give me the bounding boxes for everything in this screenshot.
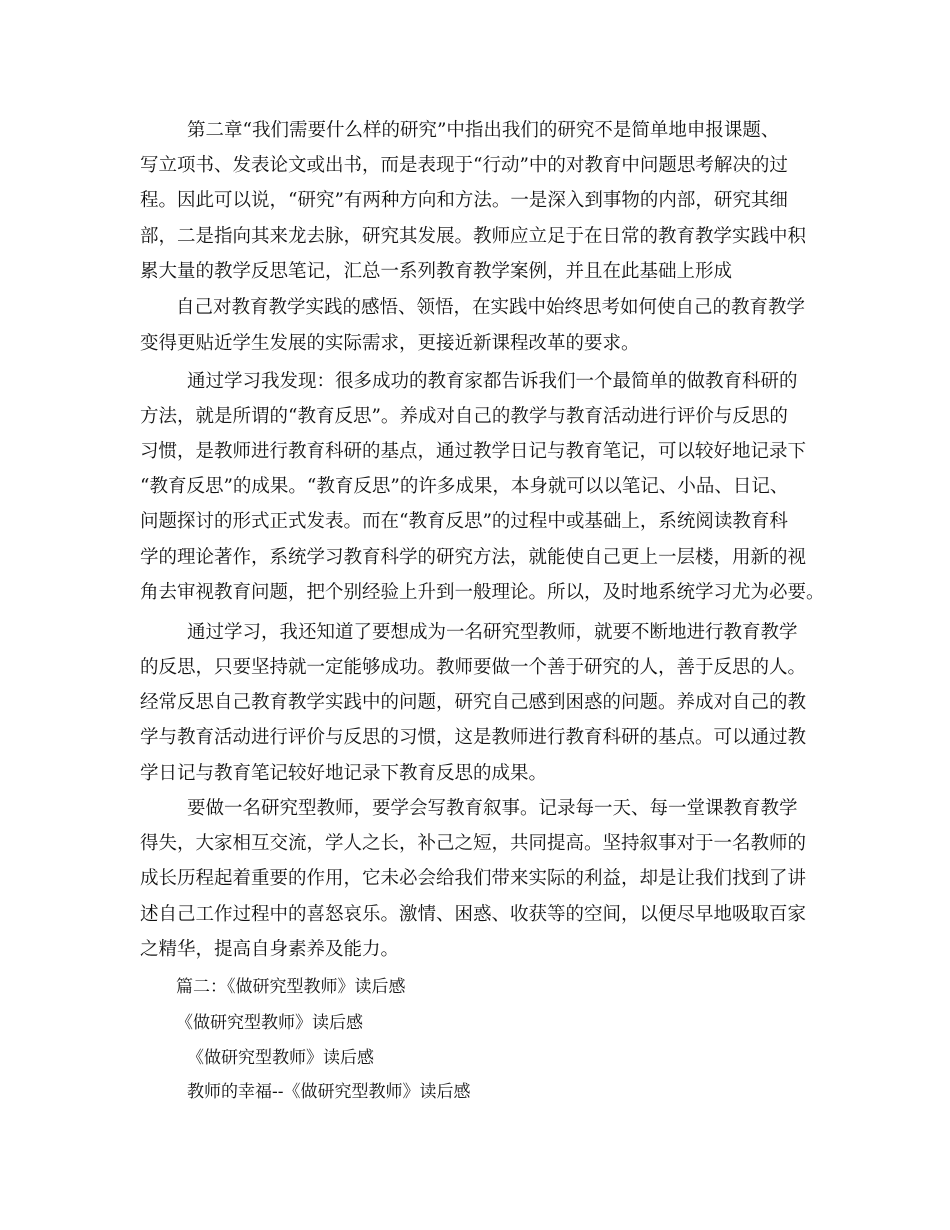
text-line: 经常反思自己教育教学实践中的问题，研究自己感到困惑的问题。养成对自己的教 bbox=[140, 692, 807, 713]
text-line: 学的理论著作，系统学习教育科学的研究方法，就能使自己更上一层楼，用新的视 bbox=[140, 547, 807, 568]
text-line: 学与教育活动进行评价与反思的习惯，这是教师进行教育科研的基点。可以通过教 bbox=[140, 727, 807, 748]
section-heading: 篇二：《做研究型教师》读后感 bbox=[176, 977, 406, 997]
text-line: 通过学习我发现：很多成功的教育家都告诉我们一个最简单的做教育科研的 bbox=[187, 371, 798, 392]
text-line: 学日记与教育笔记较好地记录下教育反思的成果。 bbox=[140, 763, 548, 784]
text-line: 第二章“我们需要什么样的研究”中指出我们的研究不是简单地申报课题、 bbox=[187, 120, 780, 141]
text-line: 习惯，是教师进行教育科研的基点，通过教学日记与教育笔记，可以较好地记录下 bbox=[140, 441, 807, 462]
text-line: 述自己工作过程中的喜怒哀乐。激情、困惑、收获等的空间，以便尽早地吸取百家 bbox=[140, 904, 807, 925]
text-line: 变得更贴近学生发展的实际需求，更接近新课程改革的要求。 bbox=[140, 333, 640, 354]
text-line: 部，二是指向其来龙去脉，研究其发展。教师应立足于在日常的教育教学实践中积 bbox=[140, 226, 807, 247]
text-line: 要做一名研究型教师，要学会写教育叙事。记录每一天、每一堂课教育教学 bbox=[187, 798, 798, 819]
text-line: 通过学习，我还知道了要想成为一名研究型教师，就要不断地进行教育教学 bbox=[187, 622, 798, 643]
text-line: 累大量的教学反思笔记，汇总一系列教育教学案例，并且在此基础上形成 bbox=[140, 261, 733, 282]
text-line: 之精华，提高自身素养及能力。 bbox=[140, 939, 400, 960]
subtitle-line: 《做研究型教师》读后感 bbox=[176, 1013, 363, 1033]
text-line: 自己对教育教学实践的感悟、领悟，在实践中始终思考如何使自己的教育教学 bbox=[176, 297, 806, 318]
text-line: 写立项书、发表论文或出书，而是表现于“行动”中的对教育中问题思考解决的过 bbox=[140, 155, 788, 176]
text-line: 的反思，只要坚持就一定能够成功。教师要做一个善于研究的人，善于反思的人。 bbox=[140, 657, 807, 678]
text-line: 问题探讨的形式正式发表。而在“教育反思”的过程中或基础上，系统阅读教育科 bbox=[140, 511, 788, 532]
text-line: 角去审视教育问题，把个别经验上升到一般理论。所以，及时地系统学习尤为必要。 bbox=[140, 582, 825, 603]
subtitle-line: 《做研究型教师》读后感 bbox=[187, 1048, 374, 1068]
text-line: 方法，就是所谓的“教育反思”。养成对自己的教学与教育活动进行评价与反思的 bbox=[140, 406, 788, 427]
text-line: “教育反思”的成果。“教育反思”的许多成果，本身就可以以笔记、小品、日记、 bbox=[140, 476, 789, 497]
text-line: 程。因此可以说，“研究”有两种方向和方法。一是深入到事物的内部，研究其细 bbox=[140, 190, 788, 211]
text-line: 成长历程起着重要的作用，它未必会给我们带来实际的利益，却是让我们找到了讲 bbox=[140, 868, 807, 889]
text-line: 得失，大家相互交流，学人之长，补己之短，共同提高。坚持叙事对于一名教师的 bbox=[140, 833, 807, 854]
subtitle-line: 教师的幸福--《做研究型教师》读后感 bbox=[187, 1082, 471, 1102]
